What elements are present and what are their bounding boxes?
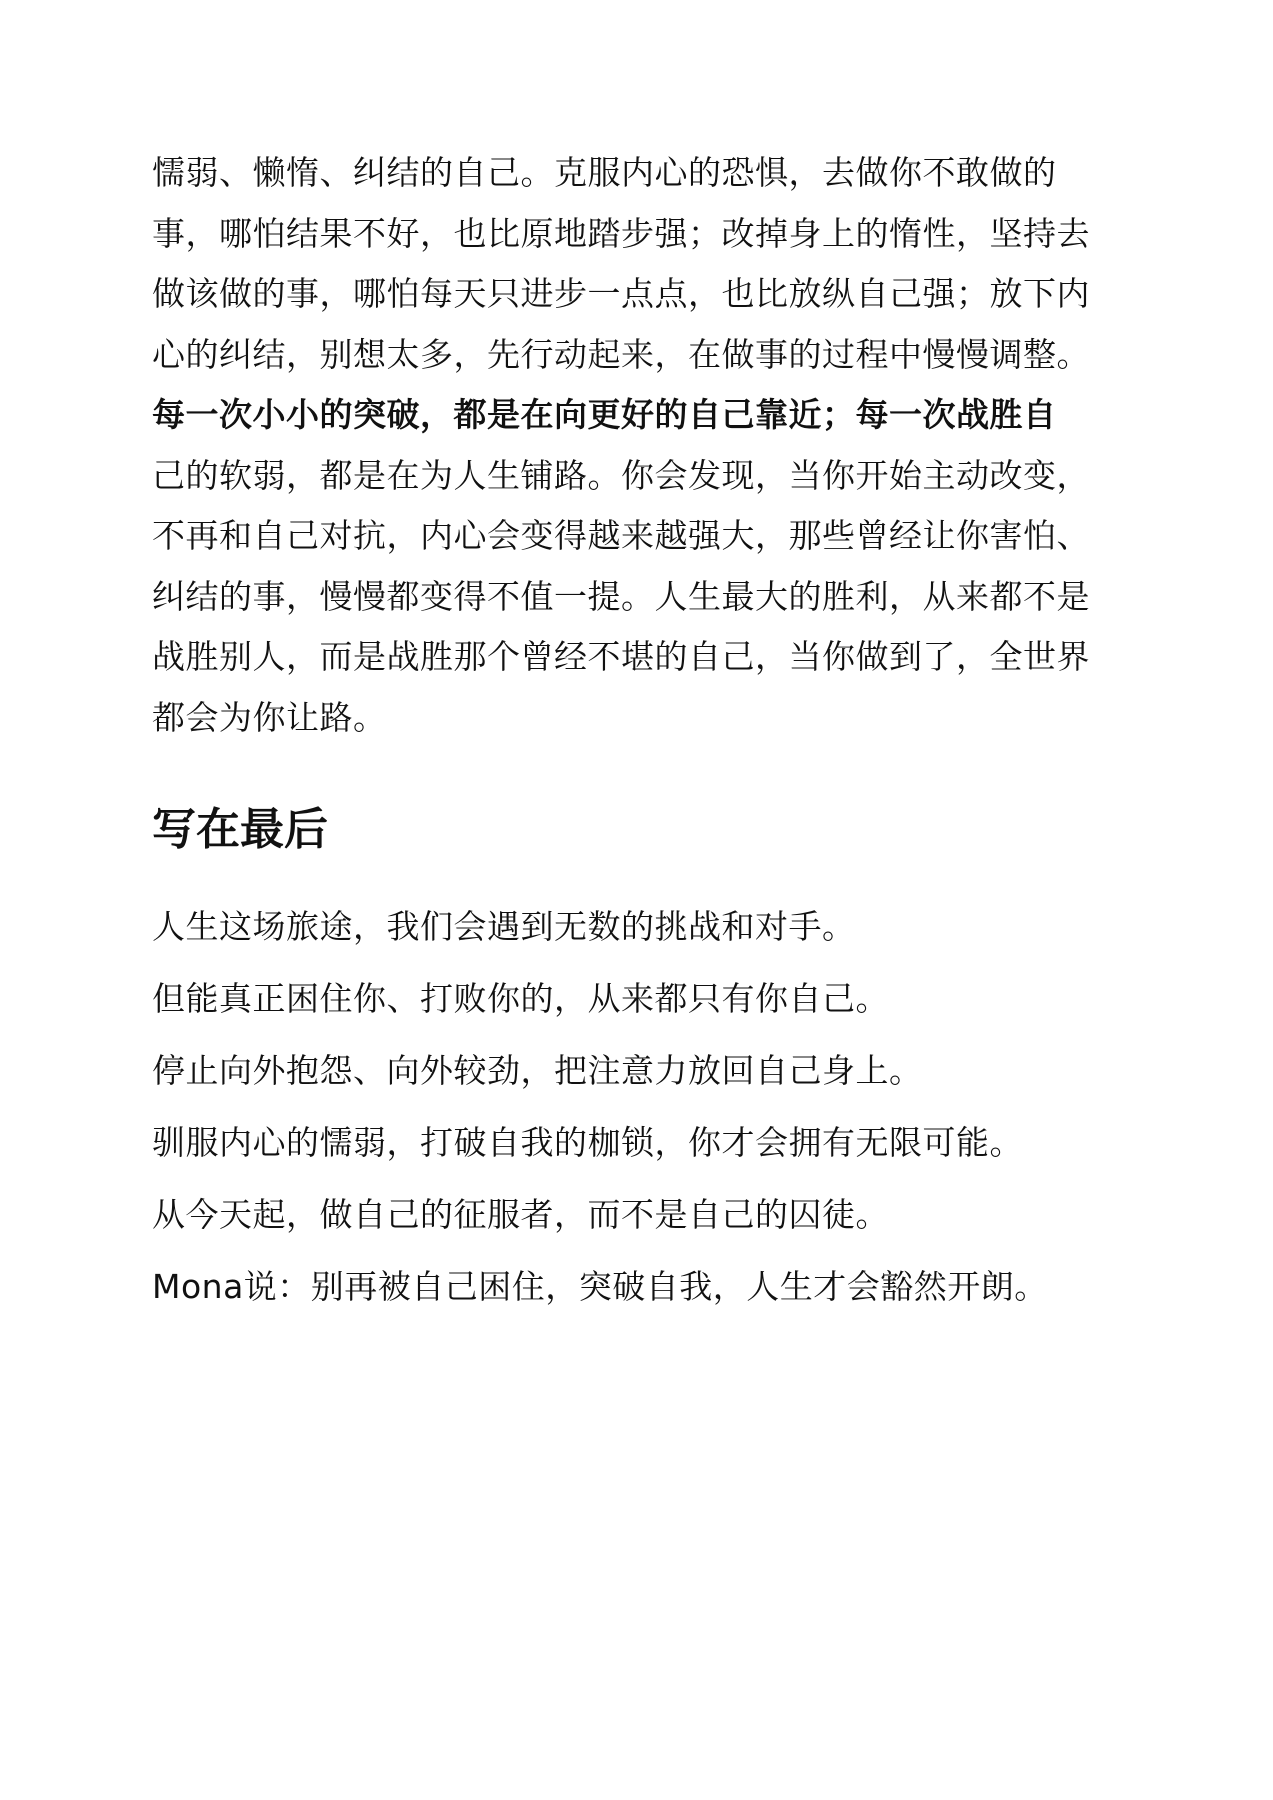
paragraph-line: 事，哪怕结果不好，也比原地踏步强；改掉身上的惰性，坚持去: [152, 213, 1090, 253]
paragraph-line: 心的纠结，别想太多，先行动起来，在做事的过程中慢慢调整。: [152, 334, 1090, 374]
closing-line-signature: Mona说：别再被自己困住，突破自我，人生才会豁然开朗。: [152, 1267, 1048, 1306]
paragraph-line: 懦弱、懒惰、纠结的自己。克服内心的恐惧，去做你不敢做的: [152, 153, 1057, 192]
paragraph-line: 战胜别人，而是战胜那个曾经不堪的自己，当你做到了，全世界: [152, 637, 1090, 676]
closing-lines: [152, 891, 1127, 1323]
paragraph-line: 纠结的事，慢慢都变得不值一提。人生最大的胜利，从来都不是: [152, 576, 1090, 616]
closing-line: 从今天起，做自己的征服者，而不是自己的囚徒。: [152, 1195, 889, 1234]
body-paragraph: [152, 143, 1127, 748]
paragraph-line: 都会为你让路。: [152, 697, 387, 737]
paragraph-line-bold: 每一次小小的突破，都是在向更好的自己靠近；每一次战胜自: [152, 395, 1057, 434]
closing-line: 停止向外抱怨、向外较劲，把注意力放回自己身上。: [152, 1051, 923, 1090]
closing-line: 驯服内心的懦弱，打破自我的枷锁，你才会拥有无限可能。: [152, 1123, 1023, 1162]
paragraph-line: 做该做的事，哪怕每天只进步一点点，也比放纵自己强；放下内: [152, 274, 1090, 313]
paragraph-line: 己的软弱，都是在为人生铺路。你会发现，当你开始主动改变，: [152, 455, 1090, 495]
paragraph-line: 不再和自己对抗，内心会变得越来越强大，那些曾经让你害怕、: [152, 516, 1090, 555]
section-heading: 写在最后: [152, 804, 328, 855]
closing-line: 人生这场旅途，我们会遇到无数的挑战和对手。: [152, 907, 856, 946]
closing-line: 但能真正困住你、打败你的，从来都只有你自己。: [152, 979, 889, 1018]
